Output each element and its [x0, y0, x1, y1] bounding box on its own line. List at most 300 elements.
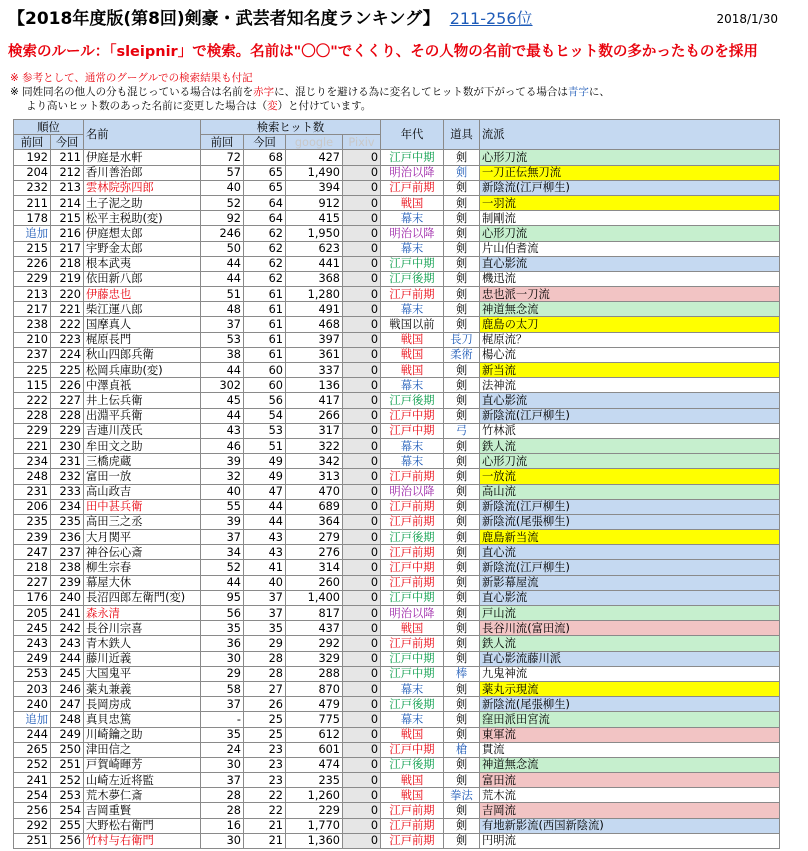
cell-pixiv: 0	[343, 241, 381, 256]
cell-pixiv: 0	[343, 195, 381, 210]
cell-cur-hits: 62	[244, 241, 286, 256]
cell-name: 柴江運八郎	[84, 302, 201, 317]
cell-prev-rank: 253	[14, 666, 51, 681]
cell-school: 新陰流(江戸柳生)	[480, 180, 780, 195]
table-row	[14, 530, 780, 545]
header-school: 流派	[480, 120, 780, 150]
cell-cur-hits: 68	[244, 150, 286, 165]
cell-google: 229	[286, 803, 343, 818]
cell-weapon: 剣	[444, 590, 480, 605]
cell-era: 江戸前期	[381, 545, 444, 560]
cell-google: 417	[286, 393, 343, 408]
cell-name: 大国鬼平	[84, 666, 201, 681]
cell-google: 1,280	[286, 287, 343, 302]
cell-rank: 241	[51, 606, 84, 621]
cell-school: 梶原流？	[480, 332, 780, 347]
cell-pixiv: 0	[343, 757, 381, 772]
cell-cur-hits: 41	[244, 560, 286, 575]
cell-pixiv: 0	[343, 773, 381, 788]
cell-era: 明治以降	[381, 606, 444, 621]
cell-rank: 225	[51, 363, 84, 378]
cell-rank: 238	[51, 560, 84, 575]
cell-prev-hits: 56	[201, 606, 244, 621]
cell-pixiv: 0	[343, 393, 381, 408]
cell-prev-hits: 34	[201, 545, 244, 560]
cell-prev-rank: 222	[14, 393, 51, 408]
table-body	[14, 150, 780, 849]
cell-pixiv: 0	[343, 150, 381, 165]
cell-name: 梶原長門	[84, 332, 201, 347]
cell-prev-rank: 229	[14, 423, 51, 438]
cell-google: 292	[286, 636, 343, 651]
cell-pixiv: 0	[343, 332, 381, 347]
cell-cur-hits: 60	[244, 363, 286, 378]
cell-google: 394	[286, 180, 343, 195]
cell-name: 長岡房成	[84, 697, 201, 712]
cell-prev-rank: 243	[14, 636, 51, 651]
cell-google: 817	[286, 606, 343, 621]
cell-rank: 213	[51, 180, 84, 195]
cell-pixiv: 0	[343, 560, 381, 575]
rank-range: 211-256位	[449, 9, 533, 28]
cell-cur-hits: 25	[244, 727, 286, 742]
cell-google: 288	[286, 666, 343, 681]
cell-school: 神道無念流	[480, 757, 780, 772]
cell-google: 337	[286, 363, 343, 378]
cell-prev-rank: 221	[14, 438, 51, 453]
cell-name: 富田一放	[84, 469, 201, 484]
cell-pixiv: 0	[343, 180, 381, 195]
cell-google: 491	[286, 302, 343, 317]
cell-weapon: 剣	[444, 287, 480, 302]
cell-prev-hits: 92	[201, 211, 244, 226]
cell-prev-hits: 28	[201, 788, 244, 803]
cell-school: 制剛流	[480, 211, 780, 226]
cell-prev-rank: 292	[14, 818, 51, 833]
cell-era: 戦国以前	[381, 317, 444, 332]
cell-era: 戦国	[381, 332, 444, 347]
cell-prev-rank: 245	[14, 621, 51, 636]
cell-weapon: 剣	[444, 150, 480, 165]
cell-pixiv: 0	[343, 226, 381, 241]
cell-cur-hits: 37	[244, 590, 286, 605]
cell-rank: 254	[51, 803, 84, 818]
cell-school: 心形刀流	[480, 150, 780, 165]
cell-cur-hits: 61	[244, 332, 286, 347]
cell-cur-hits: 61	[244, 302, 286, 317]
cell-rank: 236	[51, 530, 84, 545]
header-cur-hits: 今回	[244, 135, 286, 150]
cell-prev-hits: 53	[201, 332, 244, 347]
cell-pixiv: 0	[343, 347, 381, 362]
table-row	[14, 833, 780, 848]
cell-prev-hits: 57	[201, 165, 244, 180]
table-row	[14, 165, 780, 180]
cell-cur-hits: 23	[244, 757, 286, 772]
cell-name: 井上伝兵衛	[84, 393, 201, 408]
note-red-text: 変	[267, 100, 278, 112]
cell-prev-hits: 32	[201, 469, 244, 484]
cell-pixiv: 0	[343, 606, 381, 621]
cell-cur-hits: 21	[244, 818, 286, 833]
cell-google: 441	[286, 256, 343, 271]
cell-google: 474	[286, 757, 343, 772]
table-row	[14, 484, 780, 499]
cell-prev-rank: 234	[14, 454, 51, 469]
cell-era: 幕末	[381, 211, 444, 226]
cell-name: 国摩真人	[84, 317, 201, 332]
table-row	[14, 393, 780, 408]
cell-cur-hits: 64	[244, 211, 286, 226]
cell-prev-hits: 44	[201, 408, 244, 423]
cell-prev-rank: 226	[14, 256, 51, 271]
cell-weapon: 棒	[444, 666, 480, 681]
cell-weapon: 剣	[444, 545, 480, 560]
cell-rank: 226	[51, 378, 84, 393]
cell-name: 秋山四郎兵衛	[84, 347, 201, 362]
cell-school: 直心影流藤川派	[480, 651, 780, 666]
cell-rank: 245	[51, 666, 84, 681]
cell-era: 江戸前期	[381, 514, 444, 529]
cell-cur-hits: 26	[244, 697, 286, 712]
note-text: ※ 同姓同名の他人の分も混じっている場合は名前を	[10, 86, 254, 98]
cell-era: 江戸後期	[381, 530, 444, 545]
header-name: 名前	[84, 120, 201, 150]
cell-name: 三橋虎蔵	[84, 454, 201, 469]
cell-weapon: 剣	[444, 803, 480, 818]
cell-weapon: 剣	[444, 621, 480, 636]
cell-era: 江戸中期	[381, 423, 444, 438]
cell-era: 江戸中期	[381, 666, 444, 681]
cell-rank: 214	[51, 195, 84, 210]
cell-prev-rank: 176	[14, 590, 51, 605]
cell-weapon: 剣	[444, 211, 480, 226]
cell-cur-hits: 40	[244, 575, 286, 590]
cell-rank: 211	[51, 150, 84, 165]
cell-cur-hits: 22	[244, 803, 286, 818]
cell-prev-hits: 16	[201, 818, 244, 833]
cell-era: 戦国	[381, 788, 444, 803]
cell-rank: 232	[51, 469, 84, 484]
table-row	[14, 195, 780, 210]
cell-google: 235	[286, 773, 343, 788]
cell-name: 薬丸兼義	[84, 681, 201, 696]
cell-google: 317	[286, 423, 343, 438]
cell-rank: 218	[51, 256, 84, 271]
cell-cur-hits: 28	[244, 666, 286, 681]
cell-prev-rank: 241	[14, 773, 51, 788]
cell-era: 明治以降	[381, 165, 444, 180]
cell-cur-hits: 56	[244, 393, 286, 408]
cell-prev-rank: 256	[14, 803, 51, 818]
table-row	[14, 211, 780, 226]
cell-cur-hits: 23	[244, 773, 286, 788]
cell-pixiv: 0	[343, 545, 381, 560]
cell-prev-rank: 追加	[14, 226, 51, 241]
cell-weapon: 剣	[444, 681, 480, 696]
cell-google: 1,260	[286, 788, 343, 803]
cell-pixiv: 0	[343, 363, 381, 378]
cell-prev-rank: 231	[14, 484, 51, 499]
cell-google: 468	[286, 317, 343, 332]
cell-pixiv: 0	[343, 211, 381, 226]
note-blue-text: 青字	[567, 86, 589, 98]
cell-school: 新陰流(江戸柳生)	[480, 560, 780, 575]
table-row	[14, 606, 780, 621]
header-prev-hits: 前回	[201, 135, 244, 150]
cell-school: 鹿島新当流	[480, 530, 780, 545]
cell-name: 土子泥之助	[84, 195, 201, 210]
cell-name: 雲林院弥四郎	[84, 180, 201, 195]
cell-prev-rank: 251	[14, 833, 51, 848]
cell-prev-hits: 24	[201, 742, 244, 757]
cell-cur-hits: 27	[244, 681, 286, 696]
cell-era: 江戸前期	[381, 636, 444, 651]
cell-prev-rank: 249	[14, 651, 51, 666]
cell-prev-hits: 44	[201, 256, 244, 271]
cell-cur-hits: 62	[244, 271, 286, 286]
cell-cur-hits: 49	[244, 469, 286, 484]
cell-rank: 255	[51, 818, 84, 833]
cell-name: 長沼四郎左衛門(変)	[84, 590, 201, 605]
cell-prev-hits: 39	[201, 454, 244, 469]
cell-name: 柳生宗春	[84, 560, 201, 575]
cell-cur-hits: 47	[244, 484, 286, 499]
cell-rank: 247	[51, 697, 84, 712]
cell-name: 森永清	[84, 606, 201, 621]
cell-weapon: 剣	[444, 378, 480, 393]
table-row	[14, 150, 780, 165]
cell-school: 竹林派	[480, 423, 780, 438]
cell-rank: 256	[51, 833, 84, 848]
cell-school: 鉄人流	[480, 636, 780, 651]
ranking-table	[13, 119, 780, 849]
cell-prev-rank: 254	[14, 788, 51, 803]
table-row	[14, 332, 780, 347]
table-row	[14, 773, 780, 788]
cell-prev-hits: 44	[201, 271, 244, 286]
cell-prev-rank: 215	[14, 241, 51, 256]
cell-school: 楊心流	[480, 347, 780, 362]
note-text: に、混じりを避ける為に変名してヒット数が下がってる場合は	[274, 86, 568, 98]
cell-weapon: 剣	[444, 408, 480, 423]
cell-cur-hits: 65	[244, 165, 286, 180]
cell-prev-hits: 40	[201, 180, 244, 195]
cell-era: 戦国	[381, 363, 444, 378]
cell-cur-hits: 62	[244, 256, 286, 271]
cell-pixiv: 0	[343, 621, 381, 636]
cell-pixiv: 0	[343, 469, 381, 484]
cell-pixiv: 0	[343, 636, 381, 651]
cell-prev-rank: 232	[14, 180, 51, 195]
cell-weapon: 剣	[444, 499, 480, 514]
cell-school: 片山伯耆流	[480, 241, 780, 256]
cell-weapon: 剣	[444, 180, 480, 195]
cell-name: 真貝忠篤	[84, 712, 201, 727]
cell-rank: 229	[51, 423, 84, 438]
cell-school: 機迅流	[480, 271, 780, 286]
cell-cur-hits: 51	[244, 438, 286, 453]
cell-weapon: 剣	[444, 165, 480, 180]
cell-rank: 243	[51, 636, 84, 651]
cell-name: 高山政吉	[84, 484, 201, 499]
cell-weapon: 剣	[444, 606, 480, 621]
cell-school: 直心影流	[480, 590, 780, 605]
cell-weapon: 剣	[444, 393, 480, 408]
cell-prev-hits: 50	[201, 241, 244, 256]
cell-school: 新陰流(尾張柳生)	[480, 697, 780, 712]
cell-cur-hits: 64	[244, 195, 286, 210]
cell-era: 江戸前期	[381, 803, 444, 818]
cell-google: 342	[286, 454, 343, 469]
cell-era: 江戸後期	[381, 757, 444, 772]
cell-cur-hits: 61	[244, 287, 286, 302]
table-row	[14, 180, 780, 195]
cell-pixiv: 0	[343, 302, 381, 317]
cell-school: 長谷川流(富田流)	[480, 621, 780, 636]
cell-weapon: 剣	[444, 438, 480, 453]
cell-prev-rank: 192	[14, 150, 51, 165]
cell-prev-hits: 40	[201, 484, 244, 499]
note-rename	[26, 98, 371, 113]
cell-era: 江戸前期	[381, 287, 444, 302]
cell-era: 江戸中期	[381, 651, 444, 666]
cell-weapon: 剣	[444, 757, 480, 772]
cell-pixiv: 0	[343, 378, 381, 393]
cell-name: 津田信之	[84, 742, 201, 757]
cell-school: 新陰流(江戸柳生)	[480, 499, 780, 514]
cell-rank: 246	[51, 681, 84, 696]
cell-prev-rank: 210	[14, 332, 51, 347]
cell-google: 260	[286, 575, 343, 590]
cell-school: 吉岡流	[480, 803, 780, 818]
cell-prev-rank: 225	[14, 363, 51, 378]
cell-google: 1,950	[286, 226, 343, 241]
cell-pixiv: 0	[343, 697, 381, 712]
table-row	[14, 727, 780, 742]
cell-google: 912	[286, 195, 343, 210]
cell-pixiv: 0	[343, 530, 381, 545]
cell-weapon: 剣	[444, 256, 480, 271]
table-row	[14, 408, 780, 423]
cell-name: 竹村与右衛門	[84, 833, 201, 848]
cell-weapon: 槍	[444, 742, 480, 757]
cell-rank: 252	[51, 773, 84, 788]
cell-name: 山崎左近将監	[84, 773, 201, 788]
cell-era: 明治以降	[381, 226, 444, 241]
cell-pixiv: 0	[343, 575, 381, 590]
note-text: より高いヒット数のあった名前に変更した場合は（	[26, 100, 268, 112]
table-row	[14, 454, 780, 469]
cell-weapon: 剣	[444, 302, 480, 317]
table-row	[14, 621, 780, 636]
cell-cur-hits: 35	[244, 621, 286, 636]
cell-weapon: 剣	[444, 271, 480, 286]
cell-name: 依田新八郎	[84, 271, 201, 286]
cell-prev-rank: 228	[14, 408, 51, 423]
cell-prev-rank: 229	[14, 271, 51, 286]
cell-school: 富田流	[480, 773, 780, 788]
cell-google: 601	[286, 742, 343, 757]
table-row	[14, 742, 780, 757]
cell-prev-hits: 55	[201, 499, 244, 514]
cell-prev-rank: 204	[14, 165, 51, 180]
cell-pixiv: 0	[343, 514, 381, 529]
cell-rank: 248	[51, 712, 84, 727]
cell-prev-hits: 72	[201, 150, 244, 165]
cell-prev-hits: 30	[201, 651, 244, 666]
cell-prev-hits: 45	[201, 393, 244, 408]
cell-school: 一羽流	[480, 195, 780, 210]
table-row	[14, 666, 780, 681]
cell-google: 313	[286, 469, 343, 484]
table-row	[14, 302, 780, 317]
cell-era: 戦国	[381, 195, 444, 210]
cell-school: 忠也派一刀流	[480, 287, 780, 302]
table-row	[14, 271, 780, 286]
cell-prev-hits: 302	[201, 378, 244, 393]
cell-google: 329	[286, 651, 343, 666]
note-text: ）と付けています。	[277, 100, 372, 112]
cell-name: 幕屋大休	[84, 575, 201, 590]
cell-prev-hits: 37	[201, 530, 244, 545]
cell-school: 直心影流	[480, 256, 780, 271]
header-pixiv: Pixiv	[343, 135, 381, 150]
table-row	[14, 256, 780, 271]
cell-prev-hits: 52	[201, 560, 244, 575]
cell-pixiv: 0	[343, 803, 381, 818]
cell-rank: 250	[51, 742, 84, 757]
cell-school: 東軍流	[480, 727, 780, 742]
table-row	[14, 438, 780, 453]
cell-name: 戸賀崎暉芳	[84, 757, 201, 772]
table-row	[14, 788, 780, 803]
cell-rank: 221	[51, 302, 84, 317]
cell-google: 368	[286, 271, 343, 286]
cell-prev-rank: 178	[14, 211, 51, 226]
cell-name: 大月関平	[84, 530, 201, 545]
cell-google: 361	[286, 347, 343, 362]
cell-prev-hits: 28	[201, 803, 244, 818]
cell-pixiv: 0	[343, 438, 381, 453]
cell-rank: 244	[51, 651, 84, 666]
table-row	[14, 651, 780, 666]
cell-rank: 219	[51, 271, 84, 286]
cell-prev-rank: 235	[14, 514, 51, 529]
cell-weapon: 剣	[444, 514, 480, 529]
date-label: 2018/1/30	[716, 12, 778, 26]
cell-era: 幕末	[381, 378, 444, 393]
cell-prev-rank: 211	[14, 195, 51, 210]
cell-pixiv: 0	[343, 590, 381, 605]
cell-pixiv: 0	[343, 165, 381, 180]
cell-prev-hits: 52	[201, 195, 244, 210]
page-title	[8, 4, 533, 29]
cell-school: 直心流	[480, 545, 780, 560]
cell-prev-hits: 37	[201, 773, 244, 788]
cell-pixiv: 0	[343, 651, 381, 666]
cell-school: 法神流	[480, 378, 780, 393]
table-row	[14, 575, 780, 590]
cell-school: 薬丸示現流	[480, 681, 780, 696]
cell-google: 1,490	[286, 165, 343, 180]
cell-prev-hits: 35	[201, 621, 244, 636]
cell-school: 鉄人流	[480, 438, 780, 453]
cell-prev-rank: 追加	[14, 712, 51, 727]
cell-google: 689	[286, 499, 343, 514]
cell-cur-hits: 62	[244, 226, 286, 241]
cell-era: 江戸後期	[381, 697, 444, 712]
